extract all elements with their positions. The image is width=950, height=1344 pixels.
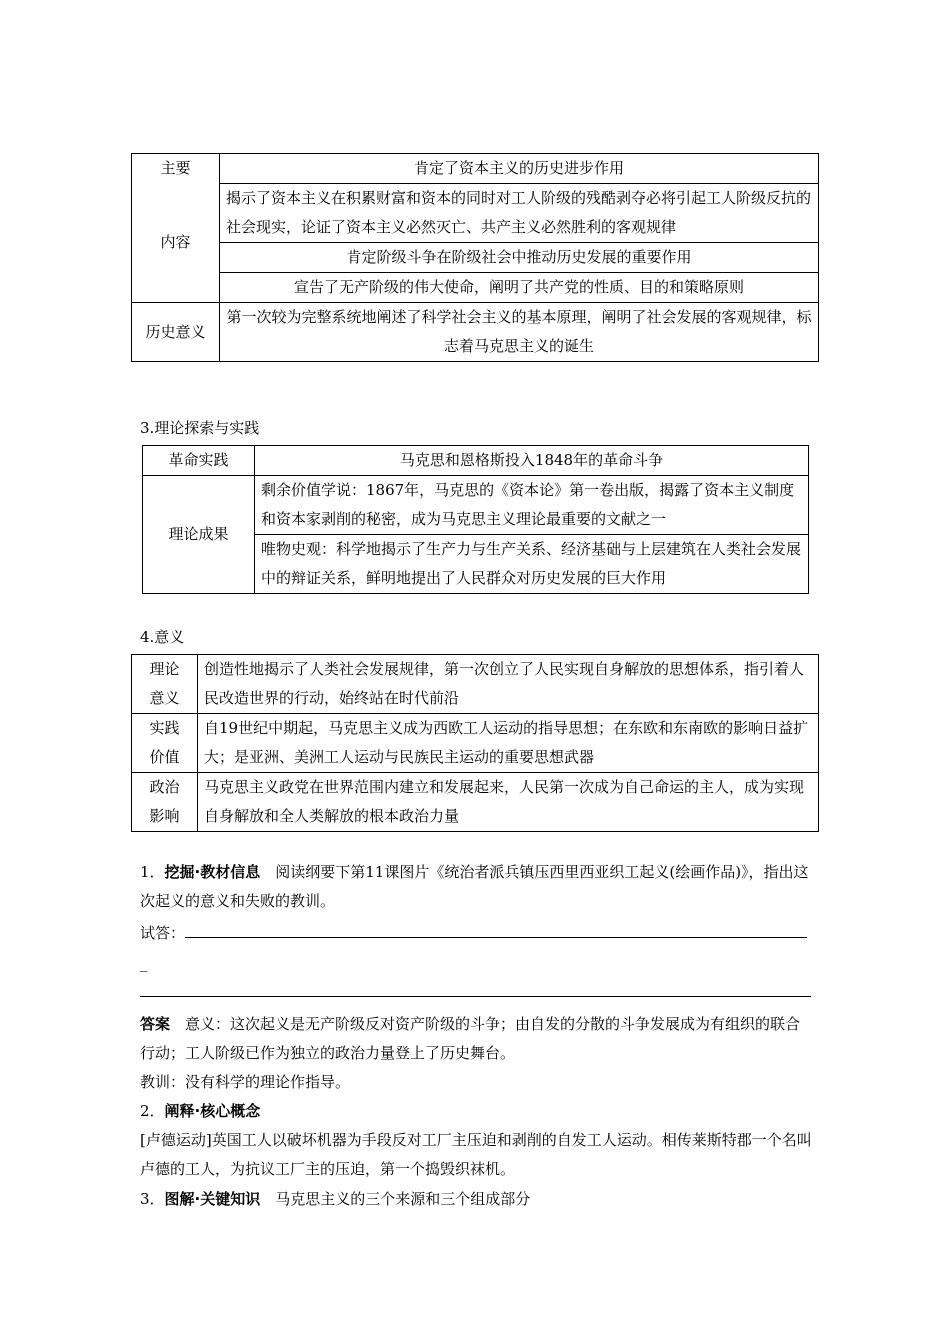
table-row <box>132 773 819 832</box>
practice-text: 马克思和恩格斯投入1848年的革命斗争 <box>255 446 809 476</box>
history-significance: 第一次较为完整系统地阐述了科学社会主义的基本原理，阐明了社会发展的客观规律，标志着马克思主义的诞生 <box>220 303 819 362</box>
content-row-3: 肯定阶级斗争在阶级社会中推动历史发展的重要作用 <box>220 243 819 273</box>
row-label-2: 意义 <box>149 689 180 707</box>
label-theory: 理论成果 <box>143 476 255 594</box>
label-content: 内容 <box>132 184 220 303</box>
answer-block <box>140 1010 812 1068</box>
answer-blank-1[interactable] <box>185 921 807 938</box>
question-1 <box>140 858 812 916</box>
question-number: 3． <box>140 1190 165 1208</box>
answer-blank-2[interactable] <box>140 996 811 997</box>
row-text: 自19世纪中期起，马克思主义成为西欧工人运动的指导思想；在东欧和东南欧的影响日益扩大；是亚洲、美洲工人运动与民族民主运动的重要思想武器 <box>198 714 819 773</box>
row-label-2: 影响 <box>149 807 180 825</box>
question-number: 2． <box>140 1102 165 1120</box>
dash-mark: _ <box>140 954 148 972</box>
content-row-2: 揭示了资本主义在积累财富和资本的同时对工人阶级的残酷剥夺必将引起工人阶级反抗的社会现实，论证了资本主义必然灭亡、共产主义必然胜利的客观规律 <box>220 184 819 243</box>
row-text: 创造性地揭示了人类社会发展规律，第一次创立了人民实现自身解放的思想体系，指引着人民改造世界的行动，始终站在时代前沿 <box>198 655 819 714</box>
row-label-1: 政治 <box>149 778 180 796</box>
row-label-2: 价值 <box>149 748 180 766</box>
content-row-4: 宣告了无产阶级的伟大使命，阐明了共产党的性质、目的和策略原则 <box>220 273 819 303</box>
label-practice: 革命实践 <box>143 446 255 476</box>
row-label-1: 理论 <box>149 660 180 678</box>
content-row-1: 肯定了资本主义的历史进步作用 <box>220 154 819 184</box>
theory-text-1: 剩余价值学说：1867年，马克思的《资本论》第一卷出版，揭露了资本主义制度和资本家剥削的秘密，成为马克思主义理论最重要的文献之一 <box>255 476 809 535</box>
label-main: 主要 <box>132 154 220 184</box>
answer-label: 答案 <box>140 1015 171 1033</box>
content-significance-table <box>131 153 819 362</box>
answer-text: 意义：这次起义是无产阶级反对资产阶级的斗争；由自发的分散的斗争发展成为有组织的联合行动；工人阶级已作为独立的政治力量登上了历史舞台。 <box>140 1015 801 1062</box>
question-text: 马克思主义的三个来源和三个组成部分 <box>260 1190 531 1208</box>
question-title: 挖掘·教材信息 <box>164 863 261 881</box>
theory-practice-table <box>142 445 809 594</box>
question-2-text: [卢德运动]英国工人以破坏机器为手段反对工厂主压迫和剥削的自发工人运动。相传莱斯特郡一个名叫卢德的工人，为抗议工厂主的压迫，第一个捣毁织袜机。 <box>140 1131 812 1178</box>
row-label-1: 实践 <box>149 719 180 737</box>
row-text: 马克思主义政党在世界范围内建立和发展起来，人民第一次成为自己命运的主人，成为实现自身解放和全人类解放的根本政治力量 <box>198 773 819 832</box>
answer-line <box>140 919 812 948</box>
table-row <box>132 655 819 714</box>
theory-text-2: 唯物史观：科学地揭示了生产力与生产关系、经济基础与上层建筑在人类社会发展中的辩证关系，鲜明地提出了人民群众对历史发展的巨大作用 <box>255 535 809 594</box>
table-row <box>132 714 819 773</box>
answer-lesson: 教训：没有科学的理论作指导。 <box>140 1073 351 1091</box>
section3-heading: 3.理论探索与实践 <box>140 419 260 437</box>
question-text: 阅读纲要下第11课图片《统治者派兵镇压西里西亚织工起义(绘画作品)》，指出这次起义的意义和失败的教训。 <box>140 863 809 910</box>
label-history: 历史意义 <box>132 303 220 362</box>
answer-prompt: 试答： <box>140 924 186 942</box>
question-title: 阐释·核心概念 <box>164 1102 261 1120</box>
question-3 <box>140 1185 812 1214</box>
question-2-heading <box>140 1097 812 1126</box>
section4-heading: 4.意义 <box>140 628 185 646</box>
question-title: 图解·关键知识 <box>164 1190 261 1208</box>
significance-table <box>131 654 819 832</box>
question-number: 1． <box>140 863 165 881</box>
